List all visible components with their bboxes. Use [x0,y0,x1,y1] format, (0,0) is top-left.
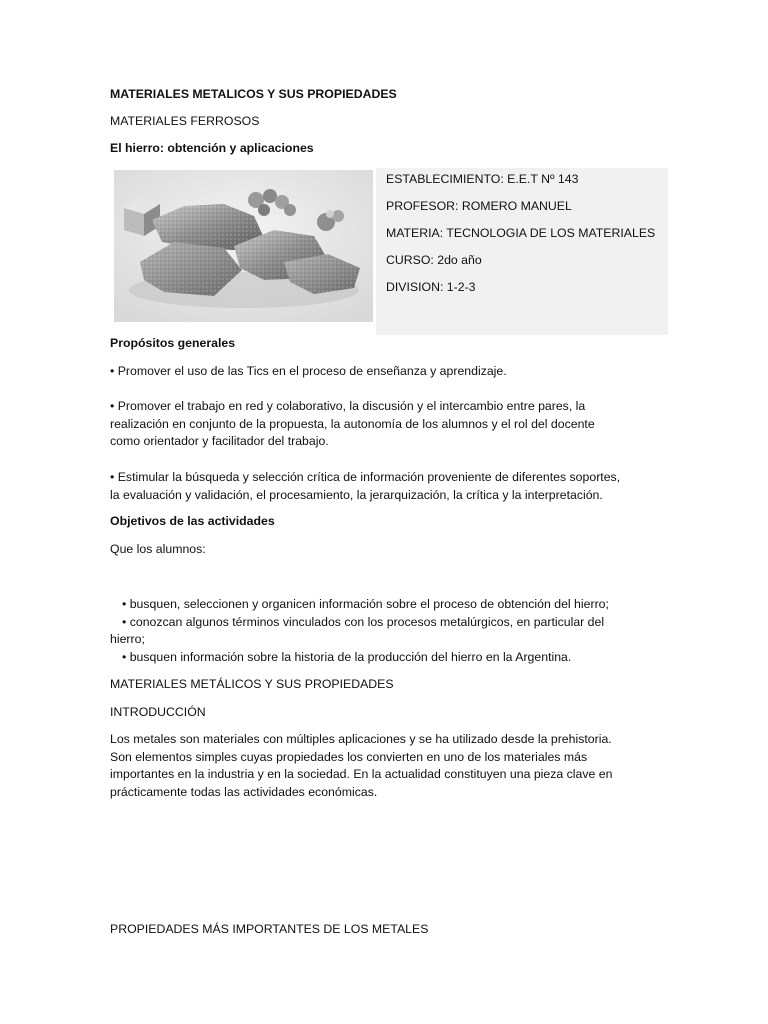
proposito-item-2 [110,398,670,451]
introduccion-line: Son elementos simples cuyas propiedades los convierten en uno de los materiales más [110,749,588,764]
introduccion-heading: INTRODUCCIÓN [110,705,206,719]
info-profesor: PROFESOR: ROMERO MANUEL [386,199,572,213]
proposito-item-3-line: • Estimular la búsqueda y selección crítica de información proveniente de diferentes soportes, [110,470,621,484]
introduccion-line: importantes en la industria y en la sociedad. En la actualidad constituyen una pieza clave en [110,767,613,782]
proposito-item-2-line: como orientador y facilitador del trabajo. [110,434,329,449]
proposito-item-2-line: • Promover el trabajo en red y colaborativo, la discusión y el intercambio entre pares, la [110,399,586,413]
info-establecimiento: ESTABLECIMIENTO: E.E.T Nº 143 [386,172,579,186]
objetivo-item: • busquen información sobre la historia de la producción del hierro en la Argentina. [122,649,572,664]
objetivos-intro: Que los alumnos: [110,542,206,556]
info-materia: MATERIA: TECNOLOGIA DE LOS MATERIALES [386,226,656,240]
objetivos-list [110,596,609,666]
section-heading-hierro: El hierro: obtención y aplicaciones [110,141,314,155]
introduccion-paragraph [110,731,670,801]
course-info-box [376,168,668,335]
document-subtitle: MATERIALES FERROSOS [110,114,260,128]
proposito-item-3 [110,469,670,504]
propiedades-heading: PROPIEDADES MÁS IMPORTANTES DE LOS METALES [110,922,429,936]
objetivo-item-continuation: hierro; [110,632,145,647]
section2-title: MATERIALES METÁLICOS Y SUS PROPIEDADES [110,677,394,691]
info-curso: CURSO: 2do año [386,253,482,267]
iron-pieces-image [114,170,373,322]
proposito-item-2-line: realización en conjunto de la propuesta, la autonomía de los alumnos y el rol del docente [110,416,595,431]
introduccion-line: Los metales son materiales con múltiples aplicaciones y se ha utilizado desde la prehistoria. [110,732,612,746]
propositos-heading: Propósitos generales [110,336,236,350]
introduccion-line: prácticamente todas las actividades económicas. [110,784,378,799]
info-division: DIVISION: 1-2-3 [386,280,476,294]
objetivo-item: • busquen, seleccionen y organicen información sobre el proceso de obtención del hierro; [122,597,609,611]
objetivo-item: • conozcan algunos términos vinculados con los procesos metalúrgicos, en particular del [122,614,605,629]
proposito-item-3-line: la evaluación y validación, el procesamiento, la jerarquización, la crítica y la interpretación. [110,487,603,502]
objetivos-heading: Objetivos de las actividades [110,514,275,528]
proposito-item-1: • Promover el uso de las Tics en el proceso de enseñanza y aprendizaje. [110,364,507,378]
document-title: MATERIALES METALICOS Y SUS PROPIEDADES [110,87,397,101]
